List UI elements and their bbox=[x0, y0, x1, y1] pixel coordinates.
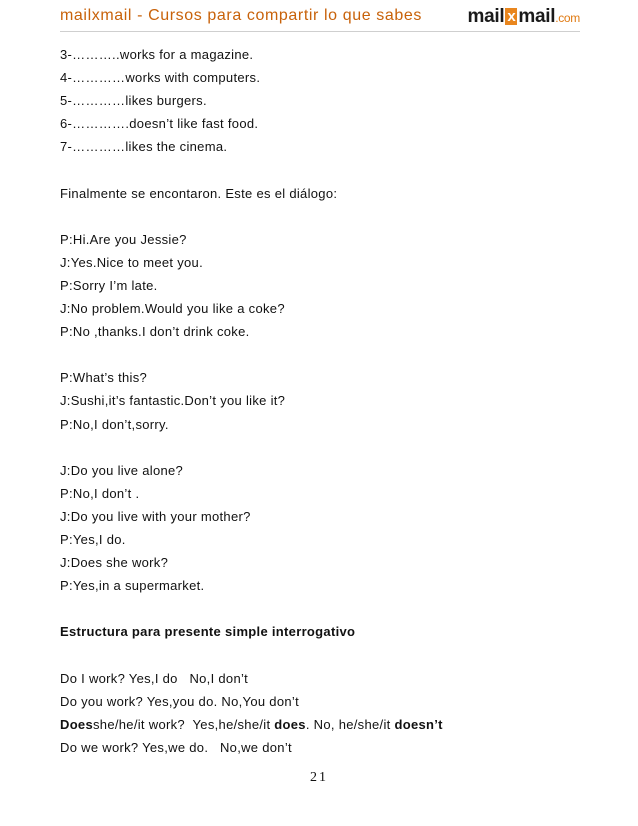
dialogue-line: P:No ,thanks.I don’t drink coke. bbox=[60, 324, 250, 340]
dialogue-line: P:No,I don’t,sorry. bbox=[60, 416, 169, 432]
dialogue-line: P:Sorry I’m late. bbox=[60, 277, 158, 293]
dialogue-line: J:No problem.Would you like a coke? bbox=[60, 301, 285, 317]
logo-mail-right: mail bbox=[518, 6, 556, 27]
dialogue-line: J:Do you live alone? bbox=[60, 462, 184, 478]
structure-line: Do I work? Yes,I do No,I don’t bbox=[60, 670, 249, 686]
exercise-line: 7-…………likes the cinema. bbox=[60, 139, 228, 155]
structure-line: Do we work? Yes,we do. No,we don’t bbox=[60, 739, 292, 755]
dialogue-line: J:Do you live with your mother? bbox=[60, 508, 251, 524]
dialogue-line: P:No,I don’t . bbox=[60, 485, 140, 501]
structure-text: she/he/it work? Yes,he/she/it bbox=[93, 716, 275, 732]
dialogue-line: J:Yes.Nice to meet you. bbox=[60, 254, 203, 270]
intro-paragraph: Finalmente se encontaron. Este es el diálogo: bbox=[60, 185, 338, 201]
structure-line-does bbox=[60, 713, 580, 736]
page-header bbox=[60, 6, 580, 34]
dialogue-line: P:What’s this? bbox=[60, 370, 148, 386]
section-heading: Estructura para presente simple interrogativo bbox=[60, 624, 356, 640]
dialogue-line: P:Yes,I do. bbox=[60, 531, 126, 547]
exercise-line: 5-…………likes burgers. bbox=[60, 93, 207, 109]
exercise-line: 6-………….doesn’t like fast food. bbox=[60, 116, 259, 132]
structure-text: . No, he/she/it bbox=[305, 716, 395, 732]
logo-com: .com bbox=[555, 11, 580, 25]
document-body bbox=[60, 43, 580, 759]
dialogue-line: J:Sushi,it’s fantastic.Don’t you like it? bbox=[60, 393, 286, 409]
does-emphasis: Does bbox=[60, 716, 93, 732]
site-title: mailxmail - Cursos para compartir lo que sabes bbox=[60, 7, 422, 24]
dialogue-line: P:Hi.Are you Jessie? bbox=[60, 231, 187, 247]
dialogue-line: J:Does she work? bbox=[60, 555, 169, 571]
doesnt-emphasis: doesn’t bbox=[394, 716, 443, 732]
mailxmail-logo bbox=[467, 6, 580, 28]
structure-line: Do you work? Yes,you do. No,You don’t bbox=[60, 693, 299, 709]
dialogue-line: P:Yes,in a supermarket. bbox=[60, 578, 205, 594]
exercise-line: 3-………..works for a magazine. bbox=[60, 47, 254, 62]
logo-x: x bbox=[507, 8, 516, 25]
header-divider bbox=[60, 31, 580, 32]
exercise-line: 4-…………works with computers. bbox=[60, 70, 261, 86]
logo-mail-left: mail bbox=[467, 6, 505, 27]
does-emphasis: does bbox=[274, 716, 306, 732]
page-number: 21 bbox=[310, 770, 328, 785]
